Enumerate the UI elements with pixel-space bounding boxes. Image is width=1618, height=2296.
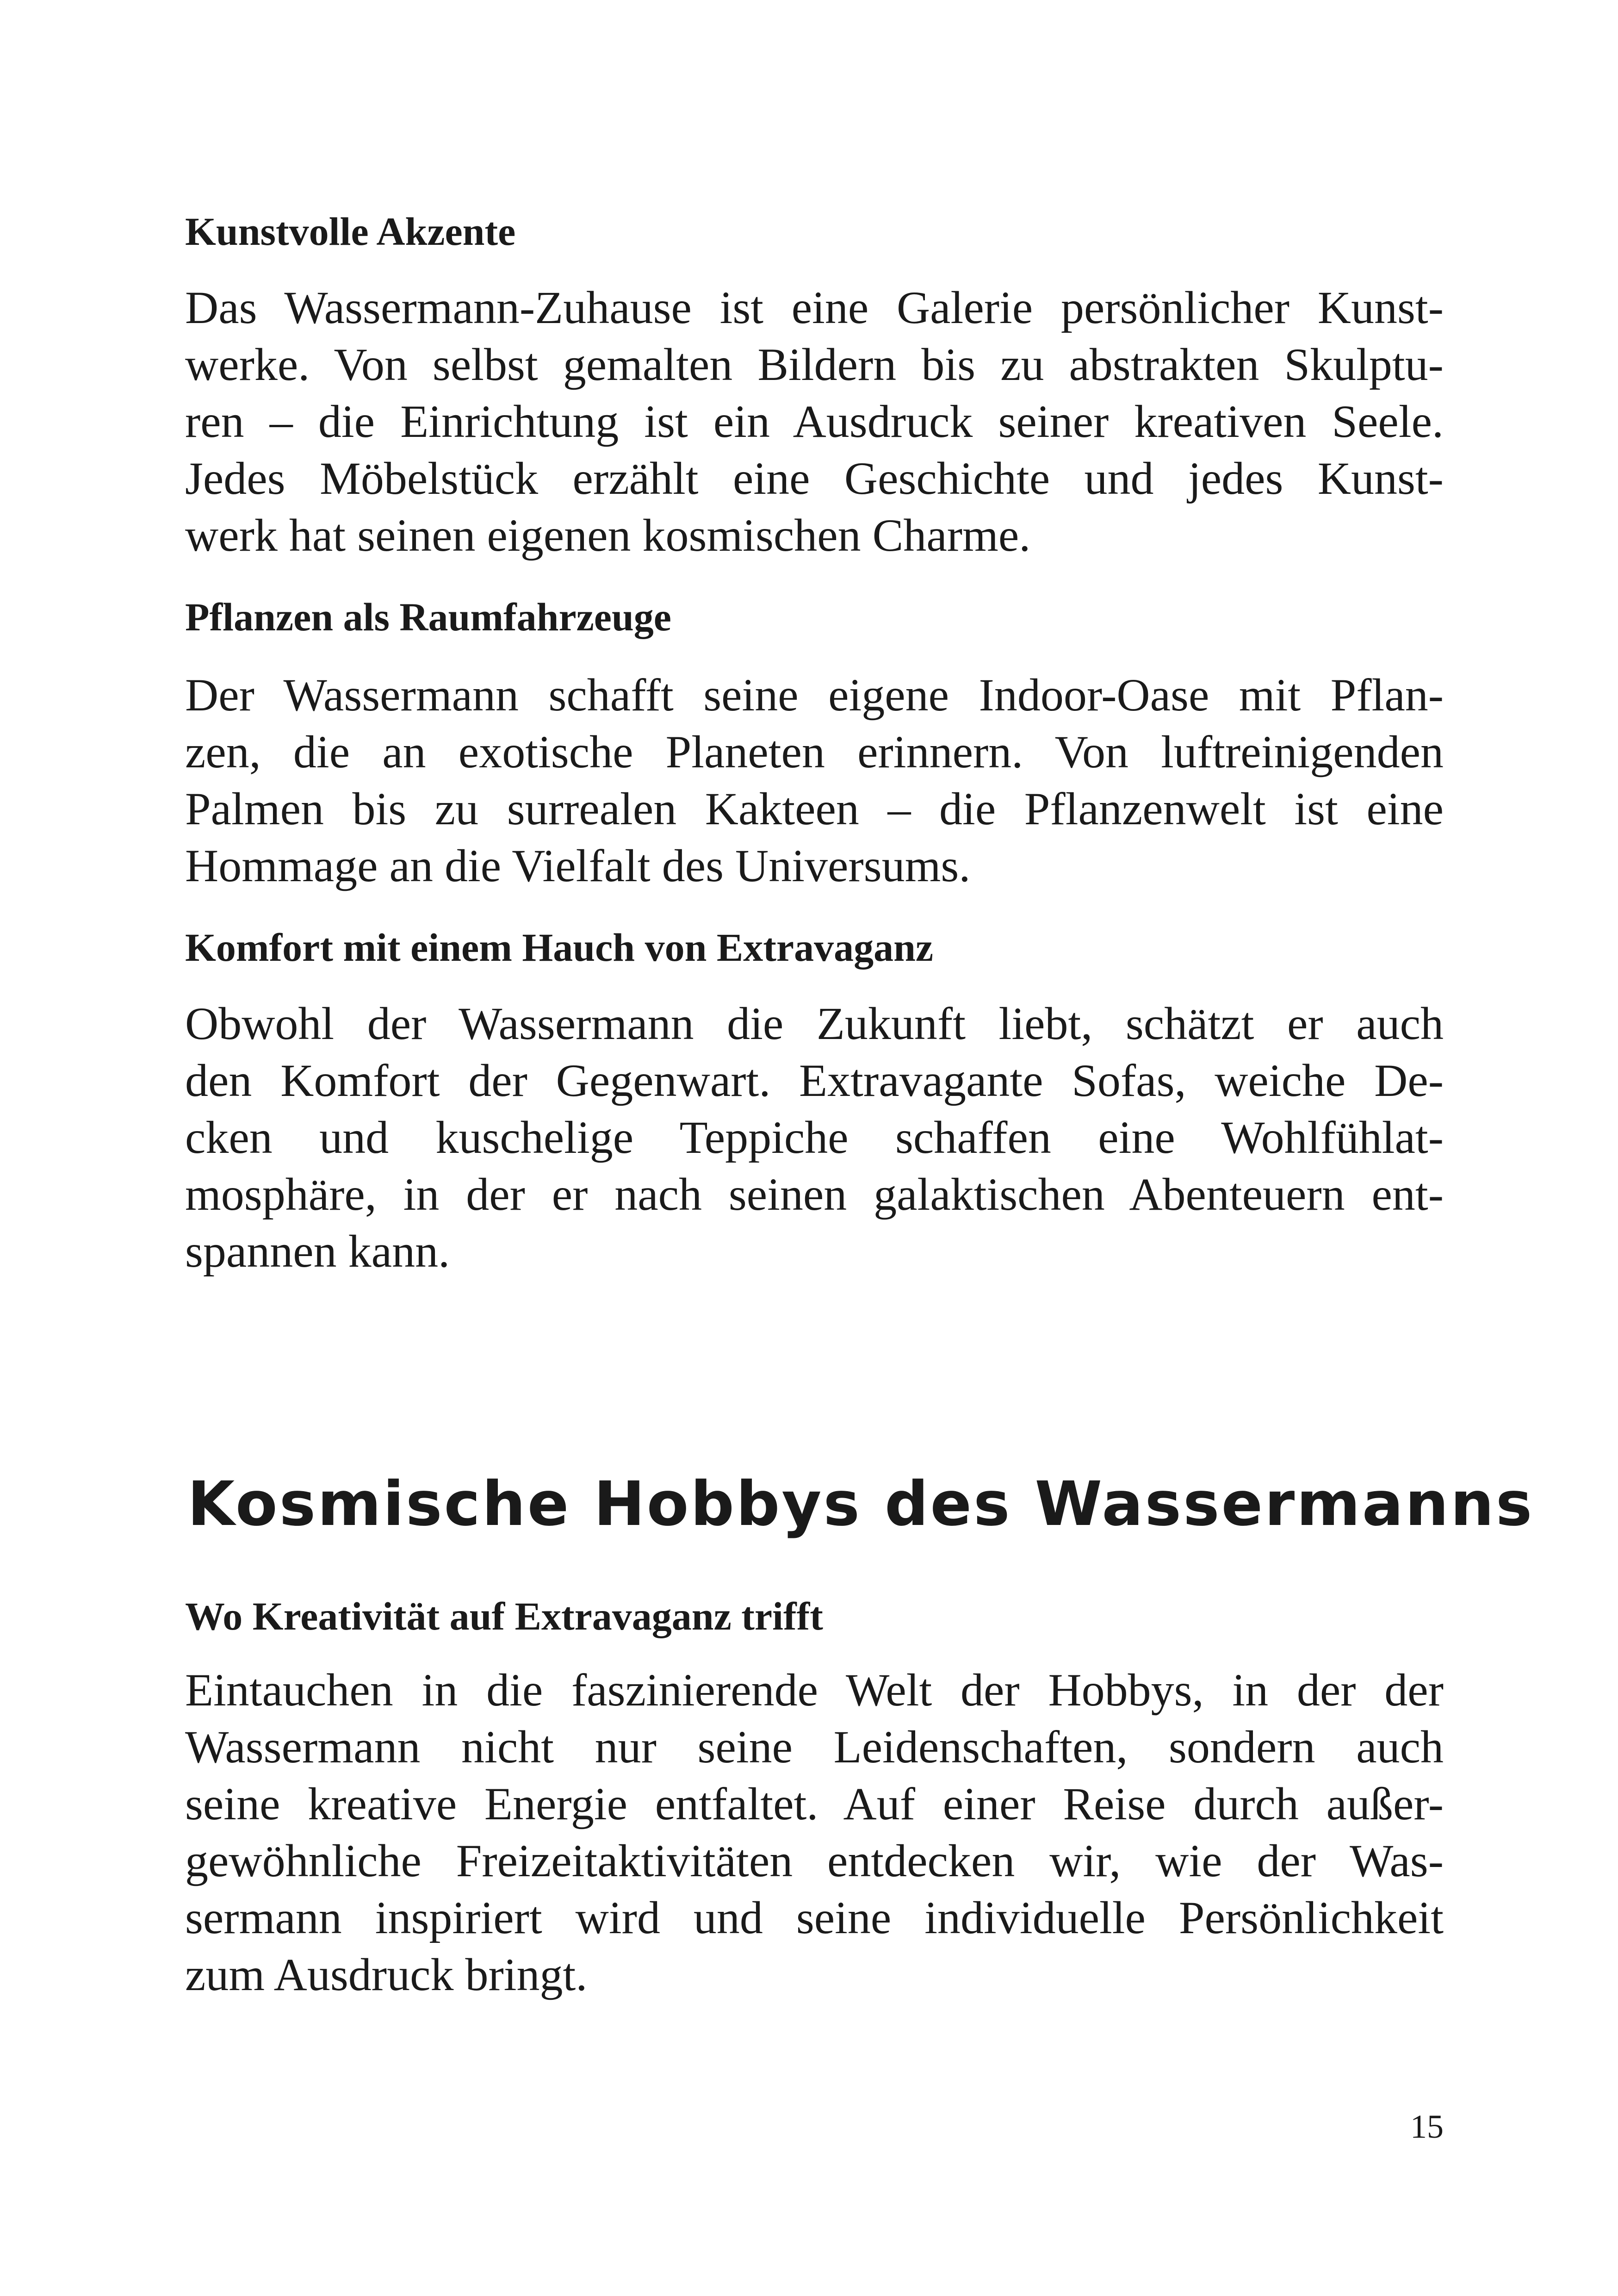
section-paragraph-kunstvolle-akzente xyxy=(185,279,1444,564)
chapter-subtitle: Wo Kreativität auf Extravaganz trifft xyxy=(185,1594,823,1638)
text-line: Wassermann nicht nur seine Leidenschaften, sondern auch xyxy=(185,1721,1444,1773)
text-line: ren – die Einrichtung ist ein Ausdruck seiner kreativen Seele. xyxy=(185,396,1444,447)
text-line: gewöhnliche Freizeitaktivitäten entdecken wir, wie der Was- xyxy=(185,1835,1444,1886)
chapter-title: Kosmische Hobbys des Wassermanns xyxy=(187,1468,1534,1540)
text-line: mosphäre, in der er nach seinen galaktischen Abenteuern ent- xyxy=(185,1169,1444,1220)
text-line: werk hat seinen eigenen kosmischen Charme. xyxy=(185,510,1031,561)
text-line: spannen kann. xyxy=(185,1226,450,1277)
text-line: sermann inspiriert wird und seine individuelle Persönlichkeit xyxy=(185,1892,1444,1943)
text-line: Das Wassermann-Zuhause ist eine Galerie persönlicher Kunst- xyxy=(185,282,1444,333)
section-heading-pflanzen: Pflanzen als Raumfahrzeuge xyxy=(185,595,671,639)
text-line: zum Ausdruck bringt. xyxy=(185,1949,588,2000)
text-line: den Komfort der Gegenwart. Extravagante Sofas, weiche De- xyxy=(185,1055,1444,1106)
text-line: Eintauchen in die faszinierende Welt der Hobbys, in der der xyxy=(185,1664,1444,1716)
section-paragraph-pflanzen xyxy=(185,666,1444,894)
section-paragraph-komfort xyxy=(185,995,1444,1280)
text-line: Palmen bis zu surrealen Kakteen – die Pflanzenwelt ist eine xyxy=(185,783,1444,834)
text-line: cken und kuschelige Teppiche schaffen eine Wohlfühlat- xyxy=(185,1112,1444,1163)
text-line: Jedes Möbelstück erzählt eine Geschichte und jedes Kunst- xyxy=(185,453,1444,504)
page-number: 15 xyxy=(1410,2108,1444,2145)
book-page xyxy=(185,0,1534,2296)
text-line: Hommage an die Vielfalt des Universums. xyxy=(185,840,971,891)
text-line: seine kreative Energie entfaltet. Auf einer Reise durch außer- xyxy=(185,1778,1444,1829)
section-heading-kunstvolle-akzente: Kunstvolle Akzente xyxy=(185,209,516,254)
text-line: werke. Von selbst gemalten Bildern bis zu abstrakten Skulptu- xyxy=(185,339,1444,390)
text-line: Obwohl der Wassermann die Zukunft liebt, schätzt er auch xyxy=(185,998,1444,1049)
text-line: Der Wassermann schafft seine eigene Indoor-Oase mit Pflan- xyxy=(185,669,1444,721)
chapter-intro-paragraph xyxy=(185,1661,1444,2003)
section-heading-komfort: Komfort mit einem Hauch von Extravaganz xyxy=(185,925,934,970)
text-line: zen, die an exotische Planeten erinnern. Von luftreinigenden xyxy=(185,726,1444,778)
